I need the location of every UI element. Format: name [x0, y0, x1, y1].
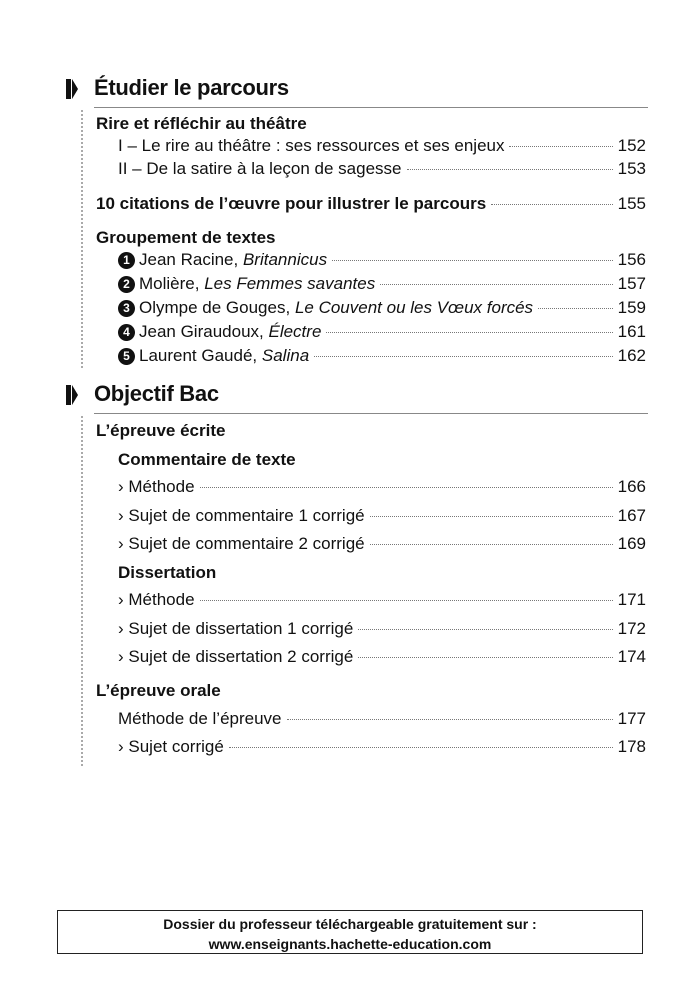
toc-entry[interactable] [118, 534, 646, 556]
dot-leader [509, 146, 612, 147]
number-badge: 5 [118, 348, 135, 365]
author: Jean Giraudoux, [139, 322, 264, 341]
toc-entry[interactable] [118, 159, 646, 181]
section-marker-icon [66, 79, 78, 99]
dot-leader [358, 629, 612, 630]
toc-entry-label: › Sujet de dissertation 1 corrigé [118, 619, 354, 638]
toc-entry[interactable] [118, 506, 646, 528]
toc-entry-label: II – De la satire à la leçon de sagesse [118, 159, 402, 178]
dot-leader [200, 600, 613, 601]
work-title: Salina [261, 346, 310, 365]
toc-entry-label: › Sujet corrigé [118, 737, 224, 756]
toc-entry[interactable] [118, 322, 646, 344]
section-bac-header [62, 383, 648, 413]
section-etudier-header [62, 77, 648, 107]
toc-entry[interactable] [118, 737, 646, 759]
work-title: Britannicus [242, 250, 328, 269]
dotted-margin-line [81, 416, 83, 766]
notice-url-link[interactable]: www.enseignants.hachette-education.com [208, 936, 492, 952]
toc-entry-page: 177 [617, 709, 646, 728]
toc-entry-label: › Méthode [118, 590, 195, 609]
section-marker-icon [66, 385, 78, 405]
dot-leader [314, 356, 612, 357]
dot-leader [491, 204, 612, 205]
toc-entry[interactable] [118, 250, 646, 272]
author: Molière, [139, 274, 200, 293]
toc-entry[interactable] [118, 709, 646, 731]
number-badge: 1 [118, 252, 135, 269]
dot-leader [332, 260, 613, 261]
toc-entry-label: › Sujet de commentaire 2 corrigé [118, 534, 365, 553]
dot-leader [358, 657, 612, 658]
toc-entry[interactable] [118, 619, 646, 641]
section-rule [94, 413, 648, 414]
dot-leader [287, 719, 613, 720]
toc-entry-page: 166 [617, 477, 646, 496]
toc-entry-page: 155 [617, 194, 646, 213]
section-title: Objectif Bac [94, 381, 219, 406]
toc-entry[interactable] [118, 346, 646, 368]
toc-entry[interactable] [118, 136, 646, 158]
toc-entry-citations[interactable] [96, 194, 646, 216]
toc-entry-label: › Sujet de dissertation 2 corrigé [118, 647, 354, 666]
dot-leader [200, 487, 613, 488]
toc-entry-page: 172 [617, 619, 646, 638]
subheading-commentaire: Commentaire de texte [118, 450, 296, 469]
notice-line: Dossier du professeur téléchargeable gratuitement sur : [163, 916, 537, 932]
teacher-resource-notice [57, 910, 643, 954]
subheading-dissertation: Dissertation [118, 563, 217, 582]
toc-entry-page: 162 [617, 346, 646, 365]
toc-entry-page: 157 [617, 274, 646, 293]
dot-leader [380, 284, 612, 285]
toc-entry[interactable] [118, 590, 646, 612]
toc-entry-label: 10 citations de l’œuvre pour illustrer le parcours [96, 194, 487, 213]
number-badge: 2 [118, 276, 135, 293]
heading-epreuve-orale: L’épreuve orale [96, 681, 221, 700]
dot-leader [326, 332, 612, 333]
toc-entry-page: 153 [617, 159, 646, 178]
toc-entry-page: 161 [617, 322, 646, 341]
dotted-margin-line [81, 110, 83, 368]
toc-entry-label: › Sujet de commentaire 1 corrigé [118, 506, 365, 525]
toc-entry-page: 178 [617, 737, 646, 756]
toc-entry[interactable] [118, 274, 646, 296]
toc-entry-page: 152 [617, 136, 646, 155]
author: Olympe de Gouges, [139, 298, 291, 317]
toc-entry-page: 174 [617, 647, 646, 666]
section-rule [94, 107, 648, 108]
toc-entry[interactable] [118, 298, 646, 320]
toc-entry-page: 159 [617, 298, 646, 317]
toc-entry-page: 169 [617, 534, 646, 553]
group-heading-groupement: Groupement de textes [96, 228, 276, 247]
number-badge: 3 [118, 300, 135, 317]
toc-entry-page: 156 [617, 250, 646, 269]
section-title: Étudier le parcours [94, 75, 289, 100]
toc-entry[interactable] [118, 647, 646, 669]
toc-entry-label: Méthode de l’épreuve [118, 709, 282, 728]
toc-entry-page: 167 [617, 506, 646, 525]
work-title: Électre [268, 322, 322, 341]
work-title: Le Couvent ou les Vœux forcés [294, 298, 534, 317]
toc-entry[interactable] [118, 477, 646, 499]
toc-entry-page: 171 [617, 590, 646, 609]
number-badge: 4 [118, 324, 135, 341]
work-title: Les Femmes savantes [204, 274, 376, 293]
dot-leader [407, 169, 613, 170]
group-heading-rire: Rire et réfléchir au théâtre [96, 114, 307, 133]
author: Laurent Gaudé, [139, 346, 258, 365]
toc-entry-label: › Méthode [118, 477, 195, 496]
dot-leader [370, 516, 613, 517]
dot-leader [370, 544, 613, 545]
author: Jean Racine, [139, 250, 239, 269]
dot-leader [229, 747, 613, 748]
dot-leader [538, 308, 613, 309]
toc-entry-label: I – Le rire au théâtre : ses ressources et ses enjeux [118, 136, 505, 155]
heading-epreuve-ecrite: L’épreuve écrite [96, 421, 226, 440]
